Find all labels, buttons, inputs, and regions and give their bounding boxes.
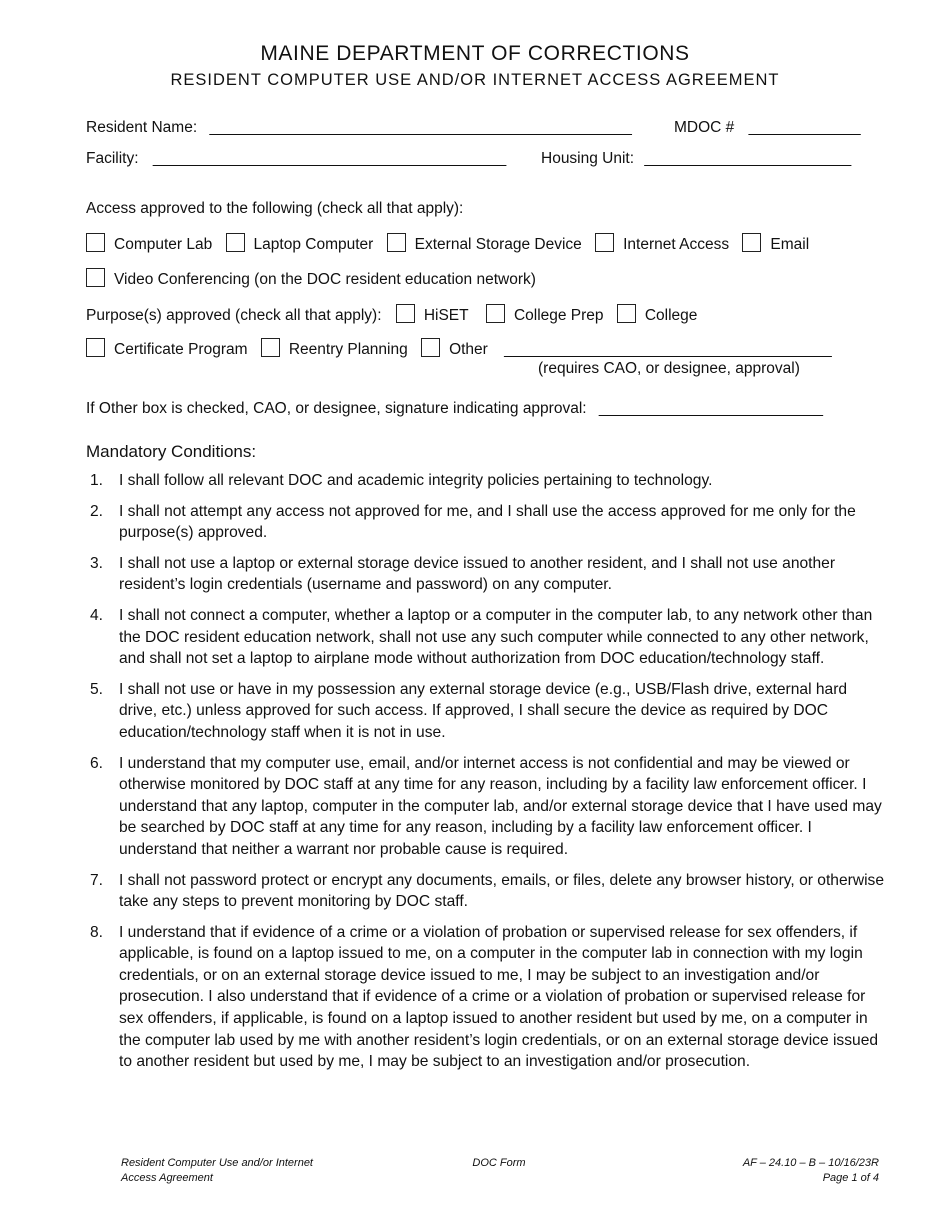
resident-name-label: Resident Name: bbox=[86, 119, 198, 136]
resident-name-row bbox=[86, 119, 632, 137]
resident-name-field[interactable]: _________________________________________________ bbox=[209, 119, 632, 136]
certificate-program-label: Certificate Program bbox=[114, 341, 248, 358]
reentry-planning-checkbox[interactable] bbox=[261, 338, 280, 357]
hiset-checkbox[interactable] bbox=[396, 304, 415, 323]
email-label: Email bbox=[770, 236, 810, 253]
page-number: Page 1 of 4 bbox=[822, 1172, 879, 1184]
mdoc-row bbox=[674, 119, 861, 137]
external-storage-label: External Storage Device bbox=[414, 236, 582, 253]
access-options-row-1 bbox=[86, 233, 809, 254]
college-prep-label: College Prep bbox=[513, 307, 604, 324]
footer-form-type: DOC Form bbox=[472, 1157, 526, 1169]
mandatory-conditions-heading: Mandatory Conditions: bbox=[86, 442, 257, 461]
mdoc-field[interactable]: _____________ bbox=[748, 119, 861, 136]
housing-unit-label: Housing Unit: bbox=[541, 150, 635, 167]
certificate-program-checkbox[interactable] bbox=[86, 338, 105, 357]
internet-access-checkbox[interactable] bbox=[595, 233, 614, 252]
footer-form-id: AF – 24.10 – B – 10/16/23R Page 1 of 4 bbox=[742, 1157, 879, 1184]
access-options-row-2 bbox=[86, 268, 536, 289]
condition-item: 3. I shall not use a laptop or external storage device issued to another resident, and I shall not use another resident’s login credentials (username and password) on any computer. bbox=[90, 554, 836, 594]
computer-lab-label: Computer Lab bbox=[114, 236, 213, 253]
housing-unit-field[interactable]: ________________________ bbox=[644, 150, 852, 167]
document-subtitle: RESIDENT COMPUTER USE AND/OR INTERNET ACCESS AGREEMENT bbox=[170, 71, 780, 89]
facility-label: Facility: bbox=[86, 150, 139, 167]
condition-item: 2. I shall not attempt any access not approved for me, and I shall use the access approved for me only for the purpose(s) approved. bbox=[90, 502, 856, 542]
email-checkbox[interactable] bbox=[742, 233, 761, 252]
other-checkbox[interactable] bbox=[421, 338, 440, 357]
laptop-computer-label: Laptop Computer bbox=[253, 236, 374, 253]
cao-approval-row bbox=[86, 400, 823, 418]
document-title: MAINE DEPARTMENT OF CORRECTIONS bbox=[260, 42, 690, 65]
internet-access-label: Internet Access bbox=[623, 236, 730, 253]
footer-form-title: Resident Computer Use and/or Internet Access Agreement bbox=[121, 1157, 313, 1184]
condition-item: 1. I shall follow all relevant DOC and academic integrity policies pertaining to technology. bbox=[90, 472, 713, 489]
other-note: (requires CAO, or designee, approval) bbox=[538, 360, 800, 377]
condition-item: 7. I shall not password protect or encrypt any documents, emails, or files, delete any browser history, or otherwise take any steps to prevent monitoring by DOC staff. bbox=[90, 871, 885, 911]
mdoc-label: MDOC # bbox=[674, 119, 735, 136]
other-field[interactable]: ______________________________________ bbox=[504, 341, 832, 358]
college-checkbox[interactable] bbox=[617, 304, 636, 323]
condition-item: 8. I understand that if evidence of a crime or a violation of probation or supervised release for sex offenders, if applicable, is found on a laptop issued to me, on a computer in the computer lab in connection with my login credentials, or on an external storage device issued to me, I may be subject to an investigation and/or prosecution. I also understand that if evidence of a crime or a violation of probation or supervised release for sex offenders, if applicable, is found on a laptop issued to another resident but used by me, on a computer in the computer lab used by me with another resident’s login credentials, or on an external storage device issued to another resident but used by me, I may be subject to an investigation and/or prosecution. bbox=[90, 923, 879, 1071]
computer-lab-checkbox[interactable] bbox=[86, 233, 105, 252]
facility-row bbox=[86, 150, 506, 168]
condition-item: 4. I shall not connect a computer, whether a laptop or a computer in the computer lab, to any network other than the DOC resident education network, shall not use any such computer while connected to any other network, and shall not set a laptop to airplane mode without authorization from DOC education/technology staff. bbox=[90, 606, 873, 668]
cao-approval-label: If Other box is checked, CAO, or designee, signature indicating approval: bbox=[86, 400, 587, 417]
college-label: College bbox=[644, 307, 698, 324]
facility-field[interactable]: _________________________________________ bbox=[152, 150, 507, 167]
video-conferencing-label: Video Conferencing (on the DOC resident education network) bbox=[114, 271, 536, 288]
other-label: Other bbox=[449, 341, 488, 358]
purpose-row-1 bbox=[86, 304, 697, 325]
purpose-row-2 bbox=[86, 338, 832, 359]
purpose-prompt: Purpose(s) approved (check all that apply): bbox=[86, 307, 382, 324]
condition-item: 6. I understand that my computer use, email, and/or internet access is not confidential and may be viewed or otherwise monitored by DOC staff at any time for any reason, including by a facility law enforcement officer. I understand that any laptop, computer in the computer lab, and/or external storage device that I have used may be searched by DOC staff at any time for any reason, including by a facility law enforcement officer. I understand that neither a warrant nor probable cause is required. bbox=[90, 754, 882, 858]
conditions-list bbox=[86, 470, 886, 1082]
condition-item: 5. I shall not use or have in my possession any external storage device (e.g., USB/Flash drive, external hard drive, etc.) unless approved for such access. If approved, I shall secure the device as required by DOC education/technology staff when it is not in use. bbox=[90, 680, 848, 741]
access-prompt: Access approved to the following (check all that apply): bbox=[86, 200, 464, 217]
external-storage-checkbox[interactable] bbox=[387, 233, 406, 252]
cao-signature-field[interactable]: __________________________ bbox=[598, 400, 824, 417]
laptop-computer-checkbox[interactable] bbox=[226, 233, 245, 252]
hiset-label: HiSET bbox=[423, 307, 469, 324]
video-conferencing-checkbox[interactable] bbox=[86, 268, 105, 287]
housing-row bbox=[541, 150, 851, 168]
reentry-planning-label: Reentry Planning bbox=[288, 341, 408, 358]
college-prep-checkbox[interactable] bbox=[486, 304, 505, 323]
